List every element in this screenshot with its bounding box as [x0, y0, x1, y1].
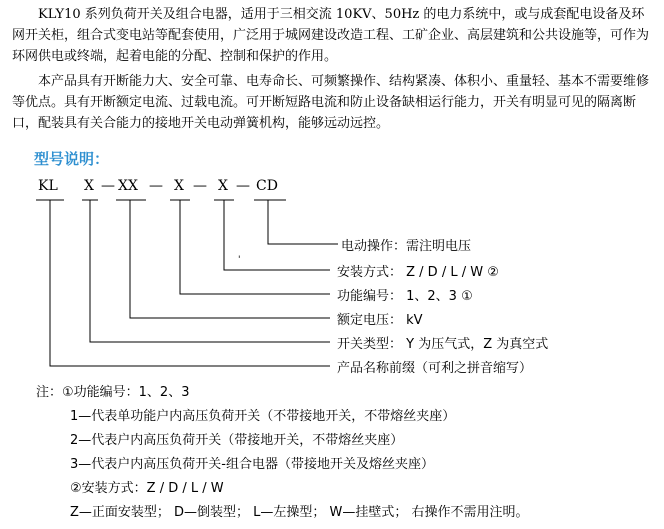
code-dash: — [236, 178, 250, 194]
note-mounting-title: ②安装方式：Z / D / L / W [70, 481, 224, 496]
code-mounting: X [218, 178, 228, 194]
code-electric-operation: CD [256, 178, 278, 194]
code-function-no: X [174, 178, 184, 194]
leader-name-prefix [50, 200, 330, 366]
label-switch-type: 开关类型： Y 为压气式，Z 为真空式 [337, 337, 549, 352]
note-function-1: 1—代表单功能户内高压负荷开关（不带接地开关，不带熔丝夹座） [70, 409, 456, 424]
intro-paragraph-2: 本产品具有开断能力大、安全可靠、电寿命长、可频繁操作、结构紧凑、体积小、重量轻、基本不需要维修等优点。具有开断额定电流、过载电流。可开断短路电流和防止设备缺相运行能力，开关有明显可见的隔离断口，配装具有关合能力的接地开关电动弹簧机构，能够远动远控。 [12, 74, 650, 131]
note-function-title: 注：①功能编号：1、2、3 [36, 385, 190, 400]
label-mounting: 安装方式： Z / D / L / W ② [337, 265, 499, 280]
code-rated-voltage: XX [118, 178, 138, 194]
leader-electric-operation [268, 200, 338, 244]
leader-switch-type [90, 200, 330, 342]
code-kl: KL [38, 178, 58, 194]
label-name-prefix: 产品名称前缀（可利之拼音缩写） [337, 361, 533, 376]
code-dash: — [149, 178, 163, 194]
note-function-3: 3—代表户内高压负荷开关-组合电器（带接地开关及熔丝夹座） [70, 457, 434, 472]
label-rated-voltage: 额定电压： kV [337, 313, 423, 328]
intro-paragraph-1: KLY10 系列负荷开关及组合电器，适用于三相交流 10KV、50Hz 的电力系统中，或与成套配电设备及环网开关柜，组合式变电站等配套使用，广泛用于城网建设改造工程、工矿企业、高层建筑和公共设施等，可作为环网供电或终端，起着电能的分配、控制和保护的作用。 [12, 7, 650, 64]
note-mounting-desc: Z—正面安装型； D—倒装型； L—左操型； W—挂壁式； 右操作不需用注明。 [70, 505, 529, 520]
code-dash: — [193, 178, 207, 194]
code-switch-type: X [84, 178, 94, 194]
note-function-2: 2—代表户内高压负荷开关（带接地开关，不带熔丝夹座） [70, 433, 404, 448]
leader-rated-voltage [130, 200, 330, 318]
model-description-heading: 型号说明： [34, 150, 110, 168]
code-dash: — [101, 178, 115, 194]
leader-function-no [180, 200, 330, 294]
label-function-no: 功能编号： 1、2、3 ① [337, 289, 473, 304]
tick-mark: ' [238, 255, 241, 265]
label-electric-operation: 电动操作：需注明电压 [341, 239, 472, 254]
